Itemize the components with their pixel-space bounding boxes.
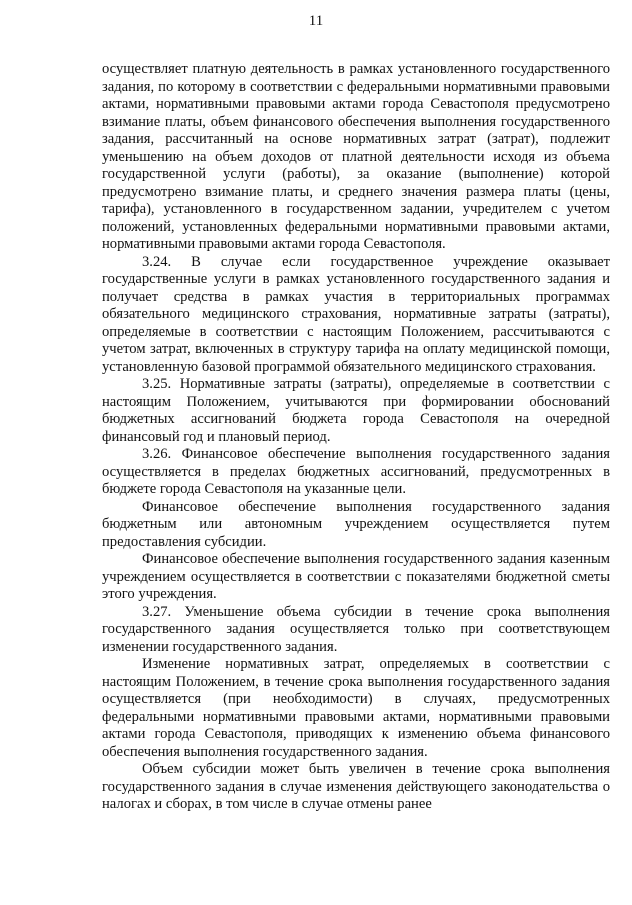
paragraph-3-27-subsidy-increase: Объем субсидии может быть увеличен в течение срока выполнения государственного задания в случае изменения действующего законодательства о налогах и сборах, в том числе в случае отмены ранее xyxy=(102,761,610,812)
page-number: 11 xyxy=(308,13,324,29)
paragraph-3-27: 3.27. Уменьшение объема субсидии в течение срока выполнения государственного задания осуществляется только при соответствующем изменении государственного задания. xyxy=(102,603,610,655)
document-body xyxy=(102,61,610,814)
paragraph-3-25: 3.25. Нормативные затраты (затраты), определяемые в соответствии с настоящим Положением, учитываются при формировании обоснований бюджетных ассигнований бюджета города Севастополя на очередной финансовый год и плановый период. xyxy=(102,376,610,445)
paragraph-3-27-cost-changes: Изменение нормативных затрат, определяемых в соответствии с настоящим Положением, в течение срока выполнения государственного задания осуществляется (при необходимости) в случаях, предусмотренных федеральными нормативными правовыми актами, нормативными правовыми актами города Севастополя, приводящих к изменению объема финансового обеспечения выполнения государственного задания. xyxy=(102,656,610,760)
paragraph-continuation: осуществляет платную деятельность в рамках установленного государственного задания, по которому в соответствии с федеральными нормативными правовыми актами, нормативными правовыми актами города Севастополя предусмотрено взимание платы, объем финансового обеспечения выполнения государственного задания, рассчитанный на основе нормативных затрат (затрат), подлежит уменьшению на объем доходов от платной деятельности исходя из объема государственной услуги (работы), за оказание (выполнение) которой предусмотрено взимание платы, и среднего значения размера платы (цены, тарифа), установленного в государственном задании, учредителем с учетом положений, установленных федеральными нормативными правовыми актами, нормативными правовыми актами города Севастополя. xyxy=(102,61,610,252)
paragraph-3-26-state-institutions: Финансовое обеспечение выполнения государственного задания казенным учреждением осуществляется в соответствии с показателями бюджетной сметы этого учреждения. xyxy=(102,551,610,602)
paragraph-3-26-budget-institutions: Финансовое обеспечение выполнения государственного задания бюджетным или автономным учреждением осуществляется путем предоставления субсидии. xyxy=(102,498,610,550)
paragraph-3-26: 3.26. Финансовое обеспечение выполнения государственного задания осуществляется в пределах бюджетных ассигнований, предусмотренных в бюджете города Севастополя на указанные цели. xyxy=(102,446,610,497)
paragraph-3-24: 3.24. В случае если государственное учреждение оказывает государственные услуги в рамках установленного государственного задания и получает средства в рамках участия в территориальных программах обязательного медицинского страхования, нормативные затраты (затраты), определяемые в соответствии с настоящим Положением, рассчитываются с учетом затрат, включенных в структуру тарифа на оплату медицинской помощи, установленную базовой программой обязательного медицинского страхования. xyxy=(102,253,610,375)
